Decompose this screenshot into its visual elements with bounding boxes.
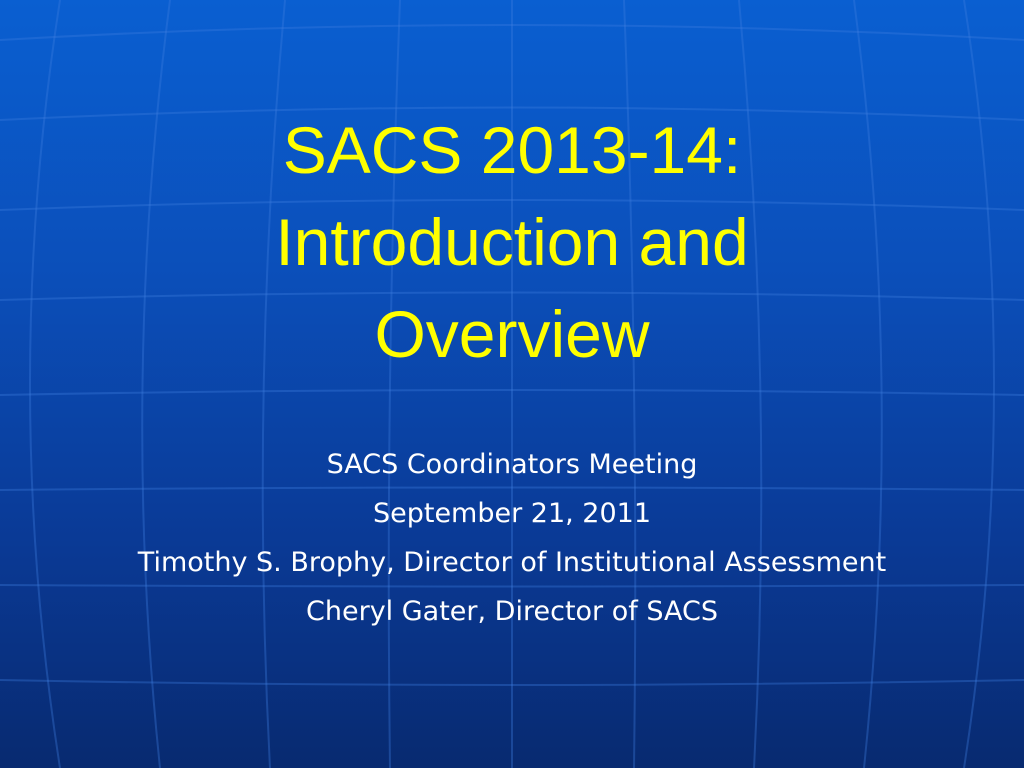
presenter-2: Cheryl Gater, Director of SACS [306, 596, 718, 627]
slide-subtitle [0, 440, 1024, 636]
slide-title [112, 104, 912, 380]
meeting-name: SACS Coordinators Meeting [326, 449, 698, 480]
meeting-date: September 21, 2011 [372, 498, 652, 529]
slide-title-line: SACS 2013-14: [282, 113, 742, 187]
slide-title-line: Introduction and [275, 205, 749, 279]
presenter-1: Timothy S. Brophy, Director of Institutional Assessment [137, 547, 887, 578]
slide-title-line: Overview [374, 297, 650, 371]
